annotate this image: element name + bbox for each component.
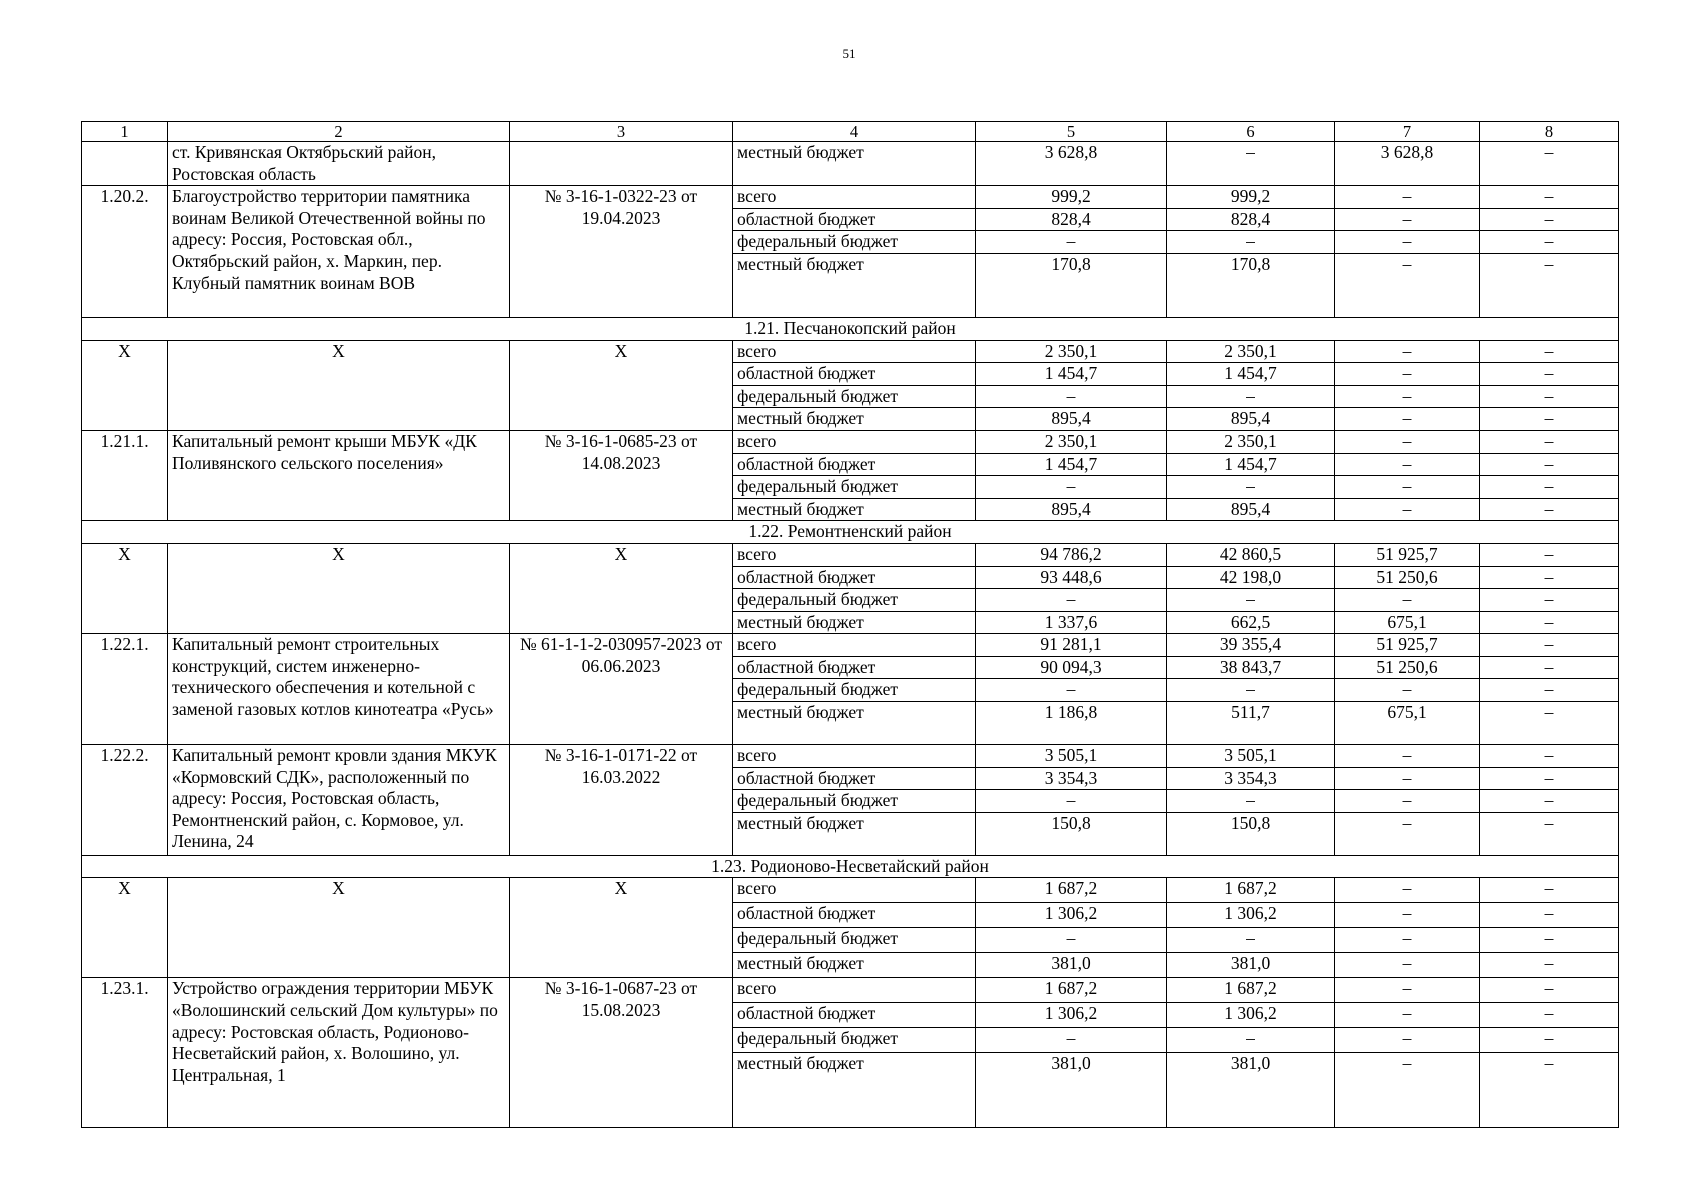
amount-cell: – [1335,1028,1480,1053]
funding-source: федеральный бюджет [733,1028,976,1053]
column-header: 3 [510,122,733,142]
funding-source: областной бюджет [733,656,976,679]
amount-cell: – [1480,476,1619,499]
header-row [82,122,1619,142]
amount-cell: – [1335,928,1480,953]
amount-cell: 51 925,7 [1335,543,1480,566]
funding-source: областной бюджет [733,1003,976,1028]
amount-cell: 999,2 [1167,186,1335,209]
amount-cell: – [1480,790,1619,813]
amount-cell: 51 925,7 [1335,634,1480,657]
amount-cell: – [1335,385,1480,408]
funding-source: местный бюджет [733,253,976,317]
amount-cell: 42 860,5 [1167,543,1335,566]
amount-cell: 381,0 [976,953,1167,978]
section-title: 1.21. Песчанокопский район [82,317,1619,340]
amount-cell: – [976,231,1167,254]
amount-cell: – [1480,767,1619,790]
table-row [82,340,1619,363]
column-header: 1 [82,122,168,142]
funding-source: всего [733,878,976,903]
amount-cell: – [1335,903,1480,928]
funding-source: областной бюджет [733,363,976,386]
funding-source: областной бюджет [733,767,976,790]
item-name: ст. Кривянская Октябрьский район, Ростовская область [168,142,510,186]
amount-cell: 42 198,0 [1167,566,1335,589]
item-name: Благоустройство территории памятника воинам Великой Отечественной войны по адресу: Россия, Ростовская обл., Октябрьский район, х. Маркин, пер. Клубный памятник воинам ВОВ [168,186,510,318]
amount-cell: – [976,790,1167,813]
column-header: 8 [1480,122,1619,142]
funding-source: федеральный бюджет [733,385,976,408]
funding-source: местный бюджет [733,812,976,855]
item-number: 1.21.1. [82,430,168,520]
column-header: 5 [976,122,1167,142]
amount-cell: – [1335,498,1480,521]
amount-cell: – [976,679,1167,702]
column-header: 6 [1167,122,1335,142]
column-header: 7 [1335,122,1480,142]
section-row [82,855,1619,878]
amount-cell: 3 505,1 [976,745,1167,768]
funding-source: местный бюджет [733,1053,976,1128]
amount-cell: 1 306,2 [976,1003,1167,1028]
amount-cell: – [1335,208,1480,231]
amount-cell: 3 628,8 [1335,142,1480,186]
amount-cell: – [1335,453,1480,476]
amount-cell: – [1480,1053,1619,1128]
amount-cell: 150,8 [976,812,1167,855]
section-row [82,521,1619,544]
item-document [510,142,733,186]
amount-cell: 1 687,2 [976,978,1167,1003]
amount-cell: – [1335,1053,1480,1128]
amount-cell: – [1480,340,1619,363]
amount-cell: – [1480,231,1619,254]
funding-source: местный бюджет [733,611,976,634]
amount-cell: 2 350,1 [1167,430,1335,453]
amount-cell: 3 628,8 [976,142,1167,186]
x-cell: X [82,878,168,978]
funding-source: местный бюджет [733,702,976,745]
amount-cell: – [1480,363,1619,386]
amount-cell: – [1480,498,1619,521]
amount-cell: – [1480,566,1619,589]
amount-cell: 895,4 [976,498,1167,521]
amount-cell: 2 350,1 [976,340,1167,363]
amount-cell: – [1167,142,1335,186]
funding-source: областной бюджет [733,566,976,589]
amount-cell: 93 448,6 [976,566,1167,589]
amount-cell: – [1480,1028,1619,1053]
amount-cell: – [1167,589,1335,612]
amount-cell: – [1480,408,1619,431]
amount-cell: 1 337,6 [976,611,1167,634]
amount-cell: – [1335,679,1480,702]
amount-cell: – [1335,878,1480,903]
amount-cell: – [1167,385,1335,408]
amount-cell: – [1335,231,1480,254]
funding-source: всего [733,543,976,566]
amount-cell: – [1335,790,1480,813]
x-cell: X [168,543,510,633]
funding-source: федеральный бюджет [733,790,976,813]
x-cell: X [510,878,733,978]
amount-cell: – [1480,634,1619,657]
amount-cell: – [976,1028,1167,1053]
amount-cell: – [1480,679,1619,702]
table-row [82,186,1619,209]
funding-source: областной бюджет [733,903,976,928]
amount-cell: – [1480,928,1619,953]
table-row [82,978,1619,1003]
amount-cell: – [1480,978,1619,1003]
item-number: 1.20.2. [82,186,168,318]
item-name: Капитальный ремонт кровли здания МКУК «Кормовский СДК», расположенный по адресу: Россия, Ростовская область, Ремонтненский район, с. Кормовое, ул. Ленина, 24 [168,745,510,856]
amount-cell: – [1480,702,1619,745]
amount-cell: 1 687,2 [1167,878,1335,903]
table-row [82,543,1619,566]
funding-source: областной бюджет [733,453,976,476]
amount-cell: – [976,589,1167,612]
amount-cell: – [1335,953,1480,978]
amount-cell: 170,8 [976,253,1167,317]
amount-cell: 381,0 [976,1053,1167,1128]
item-document: № 3-16-1-0322-23 от 19.04.2023 [510,186,733,318]
amount-cell: – [1480,208,1619,231]
amount-cell: – [1480,611,1619,634]
amount-cell: – [1335,978,1480,1003]
amount-cell: 828,4 [976,208,1167,231]
amount-cell: 675,1 [1335,611,1480,634]
amount-cell: 3 354,3 [1167,767,1335,790]
amount-cell: 3 505,1 [1167,745,1335,768]
funding-source: всего [733,340,976,363]
item-name: Устройство ограждения территории МБУК «Волошинский сельский Дом культуры» по адресу: Ростовская область, Родионово-Несветайский район, х. Волошино, ул. Центральная, 1 [168,978,510,1128]
funding-source: местный бюджет [733,498,976,521]
amount-cell: 39 355,4 [1167,634,1335,657]
item-document: № 3-16-1-0687-23 от 15.08.2023 [510,978,733,1128]
item-number: 1.22.2. [82,745,168,856]
amount-cell: 38 843,7 [1167,656,1335,679]
amount-cell: – [1480,878,1619,903]
amount-cell: 895,4 [976,408,1167,431]
item-document: № 3-16-1-0685-23 от 14.08.2023 [510,430,733,520]
table-row [82,745,1619,768]
table-row [82,142,1619,186]
section-title: 1.22. Ремонтненский район [82,521,1619,544]
section-title: 1.23. Родионово-Несветайский район [82,855,1619,878]
item-number: 1.22.1. [82,634,168,745]
amount-cell: 3 354,3 [976,767,1167,790]
item-number: 1.23.1. [82,978,168,1128]
funding-source: областной бюджет [733,208,976,231]
amount-cell: 170,8 [1167,253,1335,317]
x-cell: X [82,543,168,633]
item-name: Капитальный ремонт строительных конструкций, систем инженерно-технического обеспечения и котельной с заменой газовых котлов кинотеатра «Русь» [168,634,510,745]
amount-cell: – [1335,340,1480,363]
amount-cell: – [1480,453,1619,476]
funding-source: местный бюджет [733,408,976,431]
amount-cell: – [1480,385,1619,408]
amount-cell: – [1480,253,1619,317]
amount-cell: – [1480,186,1619,209]
amount-cell: – [1167,928,1335,953]
funding-source: федеральный бюджет [733,928,976,953]
funding-source: всего [733,978,976,1003]
amount-cell: – [1480,430,1619,453]
amount-cell: 2 350,1 [1167,340,1335,363]
amount-cell: – [1335,589,1480,612]
amount-cell: – [1480,589,1619,612]
amount-cell: 1 306,2 [976,903,1167,928]
amount-cell: – [1167,476,1335,499]
amount-cell: – [1480,543,1619,566]
funding-source: всего [733,430,976,453]
amount-cell: 1 454,7 [976,363,1167,386]
amount-cell: – [1480,1003,1619,1028]
amount-cell: 90 094,3 [976,656,1167,679]
amount-cell: 1 687,2 [1167,978,1335,1003]
table-row [82,878,1619,903]
x-cell: X [168,878,510,978]
funding-source: федеральный бюджет [733,476,976,499]
amount-cell: 1 306,2 [1167,1003,1335,1028]
amount-cell: – [976,928,1167,953]
amount-cell: – [1335,1003,1480,1028]
item-name: Капитальный ремонт крыши МБУК «ДК Поливянского сельского поселения» [168,430,510,520]
budget-table [81,121,1619,1128]
amount-cell: – [1480,903,1619,928]
column-header: 2 [168,122,510,142]
amount-cell: – [1335,253,1480,317]
amount-cell: – [1167,1028,1335,1053]
amount-cell: – [976,476,1167,499]
amount-cell: – [1480,656,1619,679]
amount-cell: 1 306,2 [1167,903,1335,928]
amount-cell: 511,7 [1167,702,1335,745]
amount-cell: – [1335,363,1480,386]
column-header: 4 [733,122,976,142]
amount-cell: 91 281,1 [976,634,1167,657]
table-row [82,430,1619,453]
funding-source: местный бюджет [733,142,976,186]
funding-source: местный бюджет [733,953,976,978]
amount-cell: – [1480,142,1619,186]
amount-cell: 1 454,7 [976,453,1167,476]
amount-cell: 675,1 [1335,702,1480,745]
amount-cell: – [1480,745,1619,768]
section-row [82,317,1619,340]
amount-cell: 1 454,7 [1167,453,1335,476]
amount-cell: – [1480,812,1619,855]
table-row [82,634,1619,657]
amount-cell: 999,2 [976,186,1167,209]
amount-cell: – [976,385,1167,408]
x-cell: X [510,543,733,633]
amount-cell: 1 687,2 [976,878,1167,903]
page-number: 51 [842,46,856,61]
amount-cell: 1 454,7 [1167,363,1335,386]
amount-cell: 1 186,8 [976,702,1167,745]
amount-cell: – [1335,408,1480,431]
amount-cell: 150,8 [1167,812,1335,855]
funding-source: федеральный бюджет [733,589,976,612]
amount-cell: – [1335,186,1480,209]
x-cell: X [168,340,510,430]
amount-cell: 2 350,1 [976,430,1167,453]
amount-cell: 51 250,6 [1335,566,1480,589]
funding-source: всего [733,634,976,657]
amount-cell: 381,0 [1167,953,1335,978]
amount-cell: 895,4 [1167,498,1335,521]
amount-cell: 828,4 [1167,208,1335,231]
amount-cell: – [1335,767,1480,790]
amount-cell: – [1167,679,1335,702]
funding-source: всего [733,745,976,768]
amount-cell: 662,5 [1167,611,1335,634]
amount-cell: 381,0 [1167,1053,1335,1128]
item-document: № 61-1-1-2-030957-2023 от 06.06.2023 [510,634,733,745]
amount-cell: – [1335,812,1480,855]
item-number [82,142,168,186]
amount-cell: – [1335,430,1480,453]
amount-cell: 895,4 [1167,408,1335,431]
amount-cell: 94 786,2 [976,543,1167,566]
funding-source: федеральный бюджет [733,231,976,254]
item-document: № 3-16-1-0171-22 от 16.03.2022 [510,745,733,856]
amount-cell: – [1335,476,1480,499]
x-cell: X [510,340,733,430]
amount-cell: – [1480,953,1619,978]
funding-source: всего [733,186,976,209]
x-cell: X [82,340,168,430]
amount-cell: – [1167,790,1335,813]
amount-cell: – [1335,745,1480,768]
funding-source: федеральный бюджет [733,679,976,702]
amount-cell: 51 250,6 [1335,656,1480,679]
amount-cell: – [1167,231,1335,254]
